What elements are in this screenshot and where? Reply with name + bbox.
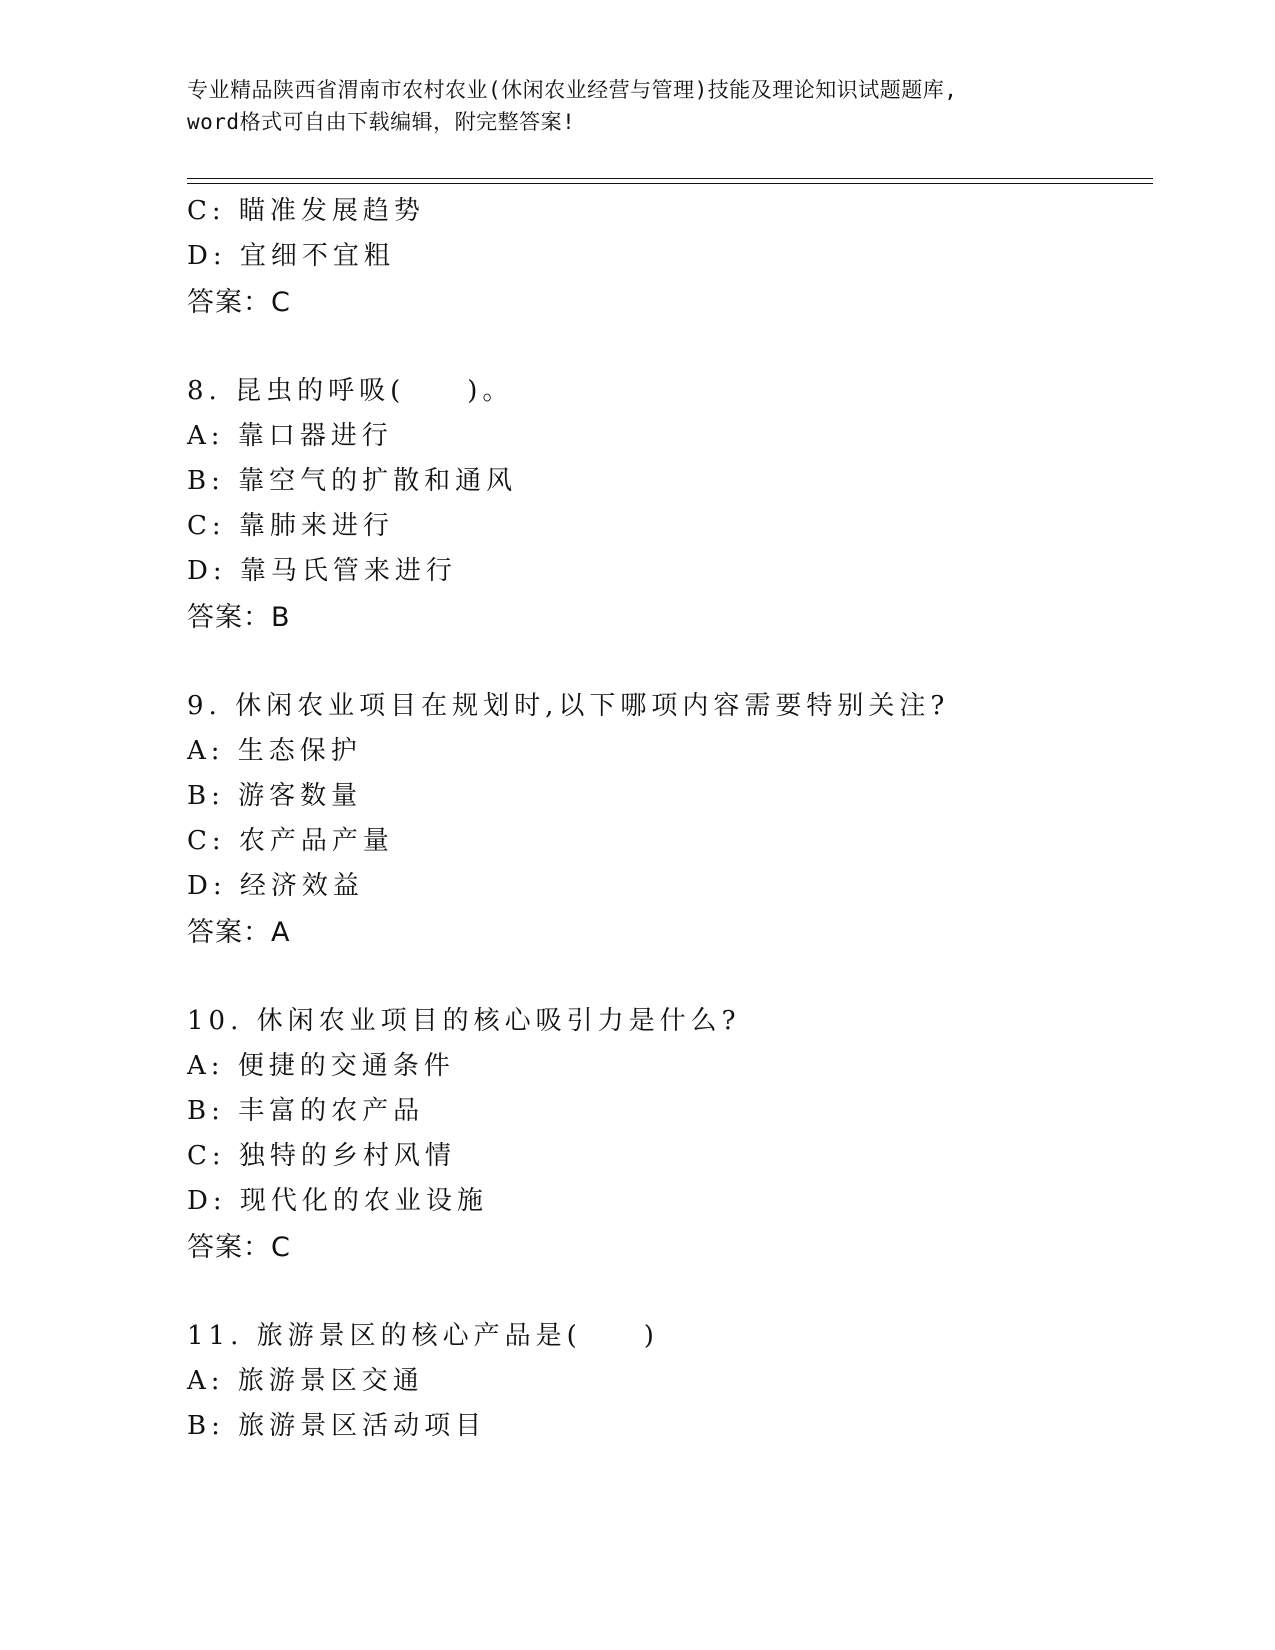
option-d: D: 靠马氏管来进行: [187, 556, 457, 586]
document-header: [187, 74, 1087, 138]
option-d: D: 现代化的农业设施: [187, 1186, 488, 1216]
option-c: C: 瞄准发展趋势: [187, 196, 425, 226]
header-title-line-1: 专业精品陕西省渭南市农村农业(休闲农业经营与管理)技能及理论知识试题题库,: [187, 78, 958, 102]
option-c: C: 靠肺来进行: [187, 511, 394, 541]
answer: 答案：C: [187, 1232, 291, 1263]
question-stem: 8. 昆虫的呼吸( )。: [187, 376, 514, 406]
header-rule-top: [187, 178, 1153, 179]
answer: 答案：B: [187, 602, 291, 633]
option-c: C: 独特的乡村风情: [187, 1141, 456, 1171]
option-d: D: 经济效益: [187, 871, 364, 901]
option-a: A: 旅游景区交通: [187, 1366, 424, 1396]
question-stem: 11. 旅游景区的核心产品是( ): [187, 1321, 659, 1351]
option-a: A: 靠口器进行: [187, 421, 393, 451]
option-b: B: 游客数量: [187, 781, 363, 811]
question-stem: 9. 休闲农业项目在规划时,以下哪项内容需要特别关注?: [187, 691, 950, 721]
option-b: B: 靠空气的扩散和通风: [187, 466, 518, 496]
option-b: B: 旅游景区活动项目: [187, 1411, 487, 1441]
header-title-line-2: word格式可自由下载编辑，附完整答案!: [187, 110, 576, 134]
option-c: C: 农产品产量: [187, 826, 394, 856]
question-stem: 10. 休闲农业项目的核心吸引力是什么?: [187, 1006, 741, 1036]
answer: 答案：A: [187, 917, 291, 948]
option-a: A: 生态保护: [187, 736, 362, 766]
option-b: B: 丰富的农产品: [187, 1096, 425, 1126]
option-d: D: 宜细不宜粗: [187, 241, 395, 271]
answer: 答案：C: [187, 287, 291, 318]
header-rule-bottom: [187, 183, 1153, 184]
option-a: A: 便捷的交通条件: [187, 1051, 455, 1081]
